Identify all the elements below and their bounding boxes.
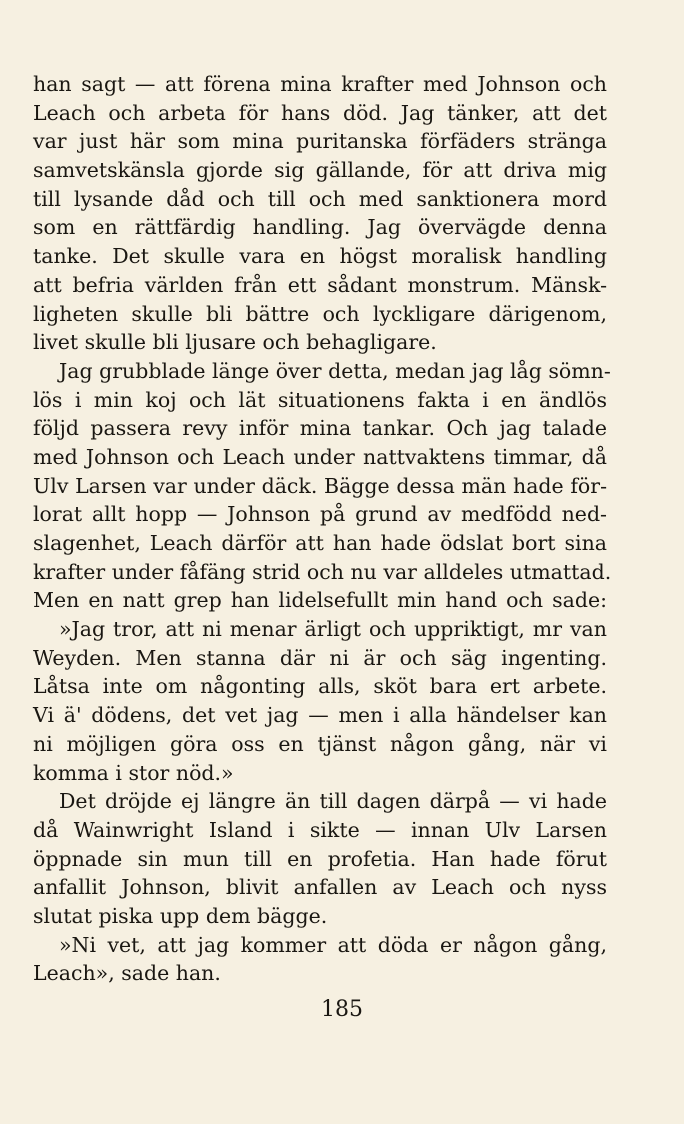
text-line: till lysande dåd och till och med sanktionera mord [33, 186, 607, 211]
text-line: slagenhet, Leach därför att han hade ödslat bort sina [33, 531, 607, 555]
text-line: »Jag tror, att ni menar ärligt och uppriktigt, mr van [59, 617, 607, 642]
text-line: ligheten skulle bli bättre och lyckligare därigenom, [33, 301, 607, 326]
text-line: Jag grubblade länge över detta, medan jag låg sömn- [59, 358, 611, 383]
text-line: komma i stor nöd.» [33, 760, 234, 785]
text-line: »Ni vet, att jag kommer att döda er någon gång, [59, 932, 607, 957]
text-line: öppnade sin mun till en profetia. Han hade förut [33, 846, 607, 871]
text-line: lorat allt hopp — Johnson på grund av medfödd ned- [33, 502, 607, 527]
text-line: följd passera revy inför mina tankar. Och jag talade [33, 416, 607, 441]
text-line: slutat piska upp dem bägge. [33, 903, 328, 928]
text-line: som en rättfärdig handling. Jag övervägde denna [33, 215, 607, 240]
text-line: var just här som mina puritanska förfäders stränga [33, 129, 607, 154]
text-line: krafter under fåfäng strid och nu var alldeles utmattad. [33, 559, 612, 584]
text-line: Leach och arbeta för hans död. Jag tänker, att det [33, 100, 607, 125]
text-line: Vi ä' dödens, det vet jag — men i alla händelser kan [33, 703, 607, 728]
text-line: Weyden. Men stanna där ni är och säg ingenting. [33, 645, 607, 670]
text-line: Låtsa inte om någonting alls, sköt bara ert arbete. [33, 674, 607, 699]
text-line: Ulv Larsen var under däck. Bägge dessa män hade för- [33, 473, 607, 498]
text-line: samvetskänsla gjorde sig gällande, för att driva mig [33, 158, 607, 183]
page-number: 185 [321, 997, 363, 1022]
text-line: att befria världen från ett sådant monstrum. Mänsk- [33, 272, 607, 297]
body-text [33, 70, 612, 988]
text-line: anfallit Johnson, blivit anfallen av Leach och nyss [33, 875, 607, 900]
text-line: livet skulle bli ljusare och behagligare. [33, 330, 437, 355]
text-line: Det dröjde ej längre än till dagen därpå — vi hade [59, 789, 607, 814]
text-line: ni möjligen göra oss en tjänst någon gång, när vi [33, 731, 607, 756]
text-line: Leach», sade han. [33, 961, 221, 986]
text-line: med Johnson och Leach under nattvaktens timmar, då [33, 444, 607, 469]
text-line: lös i min koj och lät situationens fakta i en ändlös [33, 387, 607, 412]
text-line: tanke. Det skulle vara en högst moralisk handling [33, 244, 607, 269]
text-line: då Wainwright Island i sikte — innan Ulv Larsen [33, 817, 607, 842]
text-line: Men en natt grep han lidelsefullt min hand och sade: [33, 588, 607, 613]
text-line: han sagt — att förena mina krafter med Johnson och [33, 72, 607, 96]
